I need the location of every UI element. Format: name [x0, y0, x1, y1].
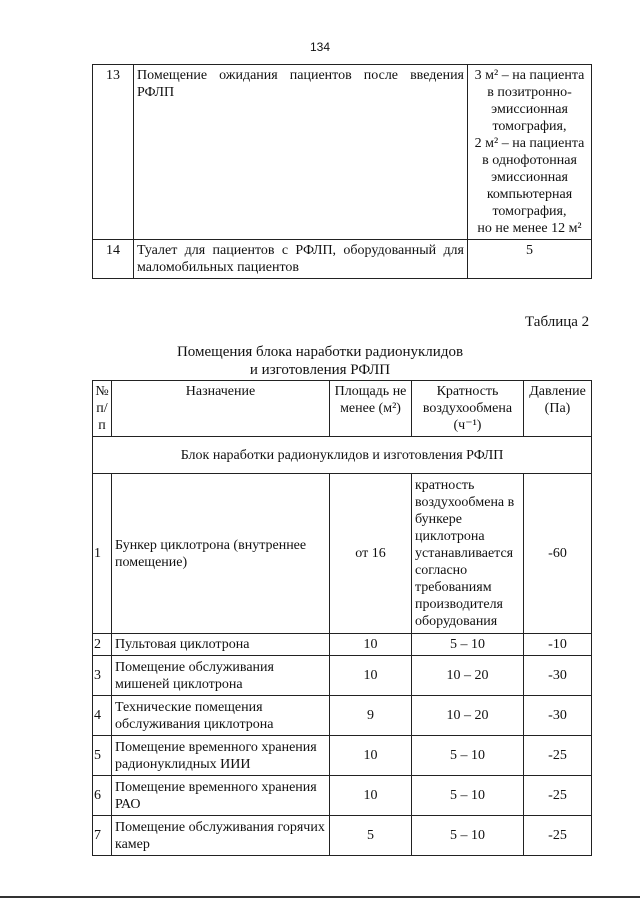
air-exchange: 5 – 10	[412, 736, 524, 776]
room-requirement: 3 м² – на пациента в позитронно- эмиссионная томография, 2 м² – на пациента в однофотонная эмиссионная компьютерная томография, но не менее 12 м²	[468, 65, 592, 240]
table-row	[93, 656, 592, 696]
air-exchange: 5 – 10	[412, 776, 524, 816]
air-exchange: 5 – 10	[412, 634, 524, 656]
table-1-continuation	[92, 64, 592, 279]
row-number: 13	[93, 65, 134, 240]
table-row	[93, 474, 592, 634]
page-bottom-edge	[0, 896, 640, 898]
room-area: 5	[330, 816, 412, 856]
table-row	[93, 240, 592, 279]
pressure: -30	[524, 656, 592, 696]
table-2	[92, 380, 592, 856]
air-exchange: кратность воздухообмена в бункере циклотрона устанавливается согласно требованиям производителя оборудования	[412, 474, 524, 634]
room-area: 10	[330, 634, 412, 656]
room-name: Помещение обслуживания горячих камер	[112, 816, 330, 856]
row-number: 7	[93, 816, 112, 856]
pressure: -25	[524, 816, 592, 856]
pressure: -25	[524, 736, 592, 776]
room-area: от 16	[330, 474, 412, 634]
pressure: -25	[524, 776, 592, 816]
header-exchange: Кратность воздухообмена (ч⁻¹)	[412, 381, 524, 437]
header-num: № п/п	[93, 381, 112, 437]
table-row	[93, 816, 592, 856]
table-row	[93, 696, 592, 736]
room-requirement: 5	[468, 240, 592, 279]
table-2-title-line-1: Помещения блока наработки радионуклидов	[176, 344, 464, 360]
pressure: -60	[524, 474, 592, 634]
row-number: 14	[93, 240, 134, 279]
table-row	[93, 736, 592, 776]
section-row	[93, 437, 592, 474]
header-area: Площадь не менее (м²)	[330, 381, 412, 437]
room-name: Технические помещения обслуживания циклотрона	[112, 696, 330, 736]
row-number: 1	[93, 474, 112, 634]
room-name: Помещение временного хранения РАО	[112, 776, 330, 816]
room-name: Помещение ожидания пациентов после введения РФЛП	[134, 65, 468, 240]
table-row	[93, 776, 592, 816]
air-exchange: 10 – 20	[412, 656, 524, 696]
air-exchange: 5 – 10	[412, 816, 524, 856]
room-area: 10	[330, 776, 412, 816]
table-row	[93, 65, 592, 240]
page-number: 134	[309, 40, 331, 54]
room-area: 9	[330, 696, 412, 736]
room-name: Пультовая циклотрона	[112, 634, 330, 656]
room-name: Помещение обслуживания мишеней циклотрона	[112, 656, 330, 696]
table-row	[93, 634, 592, 656]
row-number: 5	[93, 736, 112, 776]
header-pressure: Давление (Па)	[524, 381, 592, 437]
pressure: -10	[524, 634, 592, 656]
air-exchange: 10 – 20	[412, 696, 524, 736]
row-number: 2	[93, 634, 112, 656]
table-header-row	[93, 381, 592, 437]
row-number: 3	[93, 656, 112, 696]
table-2-title-line-2: и изготовления РФЛП	[249, 362, 391, 378]
pressure: -30	[524, 696, 592, 736]
room-area: 10	[330, 736, 412, 776]
header-name: Назначение	[112, 381, 330, 437]
room-name: Туалет для пациентов с РФЛП, оборудованный для маломобильных пациентов	[134, 240, 468, 279]
table-2-label: Таблица 2	[525, 314, 590, 330]
section-title: Блок наработки радионуклидов и изготовления РФЛП	[93, 437, 592, 474]
room-name: Помещение временного хранения радионуклидных ИИИ	[112, 736, 330, 776]
row-number: 6	[93, 776, 112, 816]
row-number: 4	[93, 696, 112, 736]
room-area: 10	[330, 656, 412, 696]
room-name: Бункер циклотрона (внутреннее помещение)	[112, 474, 330, 634]
